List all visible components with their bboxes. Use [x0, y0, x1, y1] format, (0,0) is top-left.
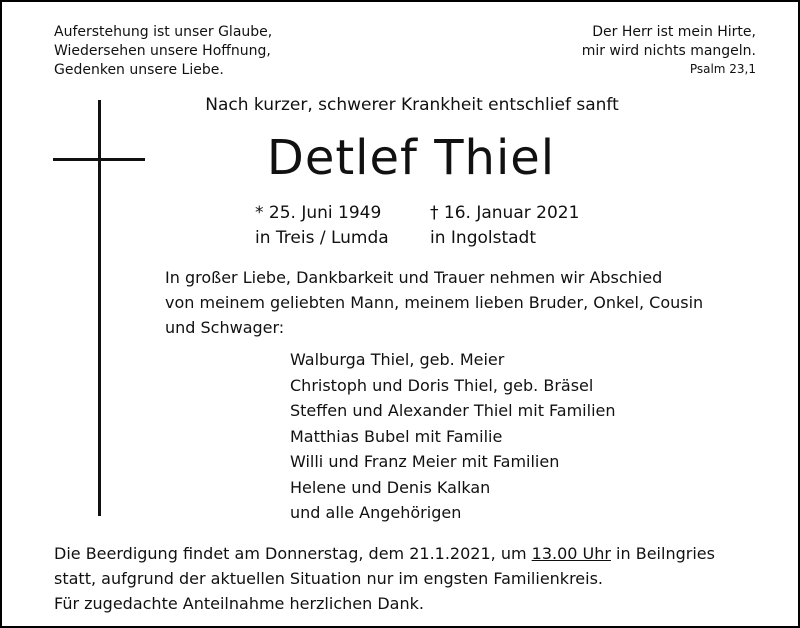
farewell-line: In großer Liebe, Dankbarkeit und Trauer nehmen wir Abschied [165, 268, 663, 287]
death-date: † 16. Januar 2021 [430, 203, 580, 223]
funeral-time: 13.00 Uhr [531, 544, 611, 563]
death-place: in Ingolstadt [430, 228, 537, 248]
mourner-item: Christoph und Doris Thiel, geb. Bräsel [290, 375, 594, 395]
quote-right-line: mir wird nichts mangeln. [581, 43, 756, 59]
funeral-info [54, 541, 715, 616]
mourner-item: Matthias Bubel mit Familie [290, 426, 503, 446]
thanks-line: Für zugedachte Anteilnahme herzlichen Dank. [54, 594, 424, 613]
farewell-line: und Schwager: [165, 318, 285, 337]
mourner-item: Walburga Thiel, geb. Meier [290, 350, 505, 369]
mourner-item: Willi und Franz Meier mit Familien [290, 452, 560, 471]
quote-left-line: Auferstehung ist unser Glaube, [54, 24, 273, 40]
funeral-line-1-pre: Die Beerdigung findet am Donnerstag, dem 21.1.2021, um [54, 544, 532, 563]
quote-left-line: Wiedersehen unsere Hoffnung, [54, 43, 271, 59]
quote-right [582, 23, 756, 78]
quote-left [54, 23, 272, 80]
deceased-name: Detlef Thiel [266, 130, 556, 186]
farewell-line: von meinem geliebten Mann, meinem lieben Bruder, Onkel, Cousin [165, 293, 704, 312]
farewell-text [165, 265, 703, 340]
mourner-item: Steffen und Alexander Thiel mit Familien [290, 401, 616, 420]
mourner-item: und alle Angehörigen [290, 503, 462, 522]
intro-line: Nach kurzer, schwerer Krankheit entschlief sanft [205, 95, 619, 115]
birth-info [255, 201, 389, 251]
quote-right-line: Der Herr ist mein Hirte, [592, 24, 756, 40]
funeral-line-1-post: in Beilngries [610, 544, 715, 563]
birth-date: * 25. Juni 1949 [255, 203, 382, 223]
psalm-reference: Psalm 23,1 [689, 62, 756, 76]
mourner-item: Helene und Denis Kalkan [290, 477, 491, 497]
funeral-line-1 [54, 541, 715, 566]
quote-left-line: Gedenken unsere Liebe. [54, 62, 224, 78]
birth-place: in Treis / Lumda [255, 228, 389, 248]
death-info [430, 201, 579, 251]
mourners-list [290, 347, 616, 526]
funeral-line-2: statt, aufgrund der aktuellen Situation nur im engsten Familienkreis. [54, 569, 604, 588]
